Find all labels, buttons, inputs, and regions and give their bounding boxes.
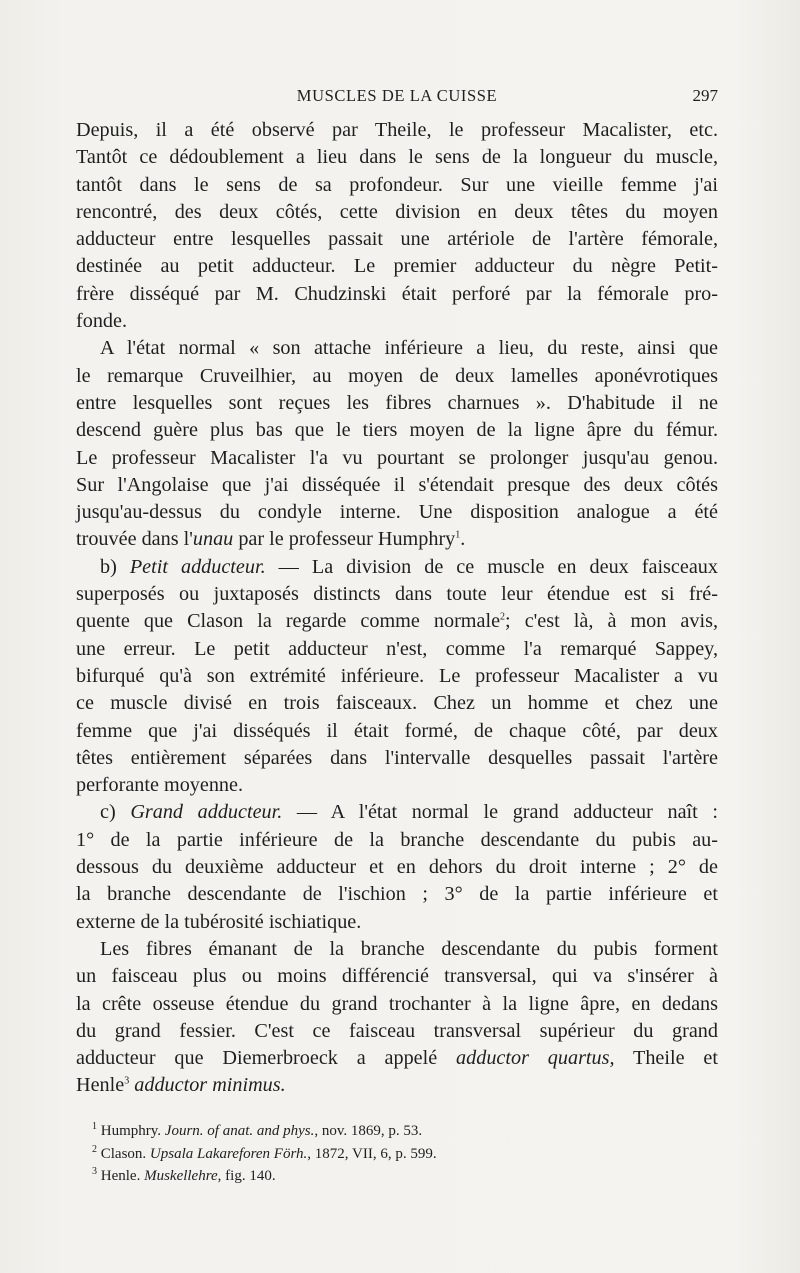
- text-line: perforante moyenne.: [76, 774, 244, 797]
- text-line: Sur l'Angolaise que j'ai disséquée il s'étendait presque des deux côtés: [76, 473, 718, 496]
- italic-term: adductor minimus.: [134, 1074, 286, 1097]
- text-line: Les fibres émanant de la branche descendante du pubis forment: [100, 937, 718, 960]
- text-line: 1° de la partie inférieure de la branche descendante du pubis au-: [76, 828, 718, 851]
- text-line: Henle$^3$ adductor minimus.: [76, 1074, 286, 1097]
- text-line: dessous du deuxième adducteur et en dehors du droit interne ; 2° de: [76, 856, 718, 879]
- footnote-ref: 1: [455, 529, 461, 541]
- text-line: adducteur que Diemerbroeck a appelé adductor quartus, Theile et: [76, 1047, 718, 1070]
- text-line: jusqu'au-dessus du condyle interne. Une disposition analogue a été: [76, 501, 718, 524]
- text-line: b) Petit adducteur. — La division de ce muscle en deux faisceaux: [100, 555, 718, 578]
- text-line: adducteur entre lesquelles passait une artériole de l'artère fémorale,: [76, 228, 718, 251]
- text-line: du grand fessier. C'est ce faisceau transversal supérieur du grand: [76, 1019, 718, 1042]
- text-line: tantôt dans le sens de sa profondeur. Sur une vieille femme j'ai: [76, 173, 718, 196]
- text-line: ce muscle divisé en trois faisceaux. Chez un homme et chez une: [76, 692, 718, 715]
- text-line: la branche descendante de l'ischion ; 3° de la partie inférieure et: [76, 883, 718, 906]
- section-heading: Petit adducteur.: [129, 555, 266, 578]
- running-header: [76, 84, 718, 110]
- text-line: c) Grand adducteur. — A l'état normal le grand adducteur naît :: [100, 801, 718, 824]
- text-line: Le professeur Macalister l'a vu pourtant se prolonger jusqu'au genou.: [76, 446, 718, 469]
- text-line: bifurqué qu'à son extrémité inférieure. Le professeur Macalister a vu: [76, 664, 718, 687]
- footnote-ref: 2: [500, 611, 506, 623]
- italic-term: adductor quartus,: [456, 1047, 615, 1070]
- text-line: quente que Clason la regarde comme normale$^2$; c'est là, à mon avis,: [76, 610, 718, 633]
- section-heading: Grand adducteur.: [130, 801, 283, 824]
- text-line: destinée au petit adducteur. Le premier adducteur du nègre Petit-: [76, 255, 718, 278]
- text-line: la crête osseuse étendue du grand trochanter à la ligne âpre, en dedans: [76, 992, 718, 1015]
- text-line: Tantôt ce dédoublement a lieu dans le sens de la longueur du muscle,: [76, 146, 718, 169]
- text-line: Depuis, il a été observé par Theile, le professeur Macalister, etc.: [76, 119, 718, 141]
- text-line: trouvée dans l'unau par le professeur Humphry$^1$.: [76, 528, 466, 551]
- footnotes: [92, 1120, 702, 1188]
- italic-term: unau: [192, 528, 234, 551]
- text-line: A l'état normal « son attache inférieure a lieu, du reste, ainsi que: [100, 337, 718, 360]
- text-line: rencontré, des deux côtés, cette division en deux têtes du moyen: [76, 200, 718, 223]
- text-line: externe de la tubérosité ischiatique.: [76, 910, 362, 933]
- footnote: $^1$ Humphry. Journ. of anat. and phys., nov. 1869, p. 53.: [92, 1121, 423, 1139]
- footnote: $^2$ Clason. Upsala Lakareforen Förh., 1872, VII, 6, p. 599.: [92, 1143, 437, 1162]
- footnote: $^3$ Henle. Muskellehre, fig. 140.: [92, 1166, 276, 1184]
- text-line: un faisceau plus ou moins différencié transversal, qui va s'insérer à: [76, 965, 718, 988]
- running-title: MUSCLES DE LA CUISSE: [296, 86, 498, 105]
- text-line: fonde.: [76, 310, 128, 333]
- text-line: descend guère plus bas que le tiers moyen de la ligne âpre du fémur.: [76, 419, 718, 442]
- text-line: entre lesquelles sont reçues les fibres charnues ». D'habitude il ne: [76, 391, 718, 414]
- text-line: superposés ou juxtaposés distincts dans toute leur étendue est si fré-: [76, 583, 718, 606]
- text-line: une erreur. Le petit adducteur n'est, comme l'a remarqué Sappey,: [76, 637, 718, 660]
- text-line: femme que j'ai disséqués il était formé, de chaque côté, par deux: [76, 719, 718, 742]
- footnote-ref: 3: [124, 1075, 130, 1087]
- text-line: têtes entièrement séparées dans l'intervalle desquelles passait l'artère: [76, 746, 718, 769]
- text-line: le remarque Cruveilhier, au moyen de deux lamelles aponévrotiques: [76, 364, 718, 387]
- text-line: frère disséqué par M. Chudzinski était perforé par la fémorale pro-: [76, 282, 718, 305]
- body-text: [76, 117, 718, 1100]
- page-number: 297: [692, 86, 718, 105]
